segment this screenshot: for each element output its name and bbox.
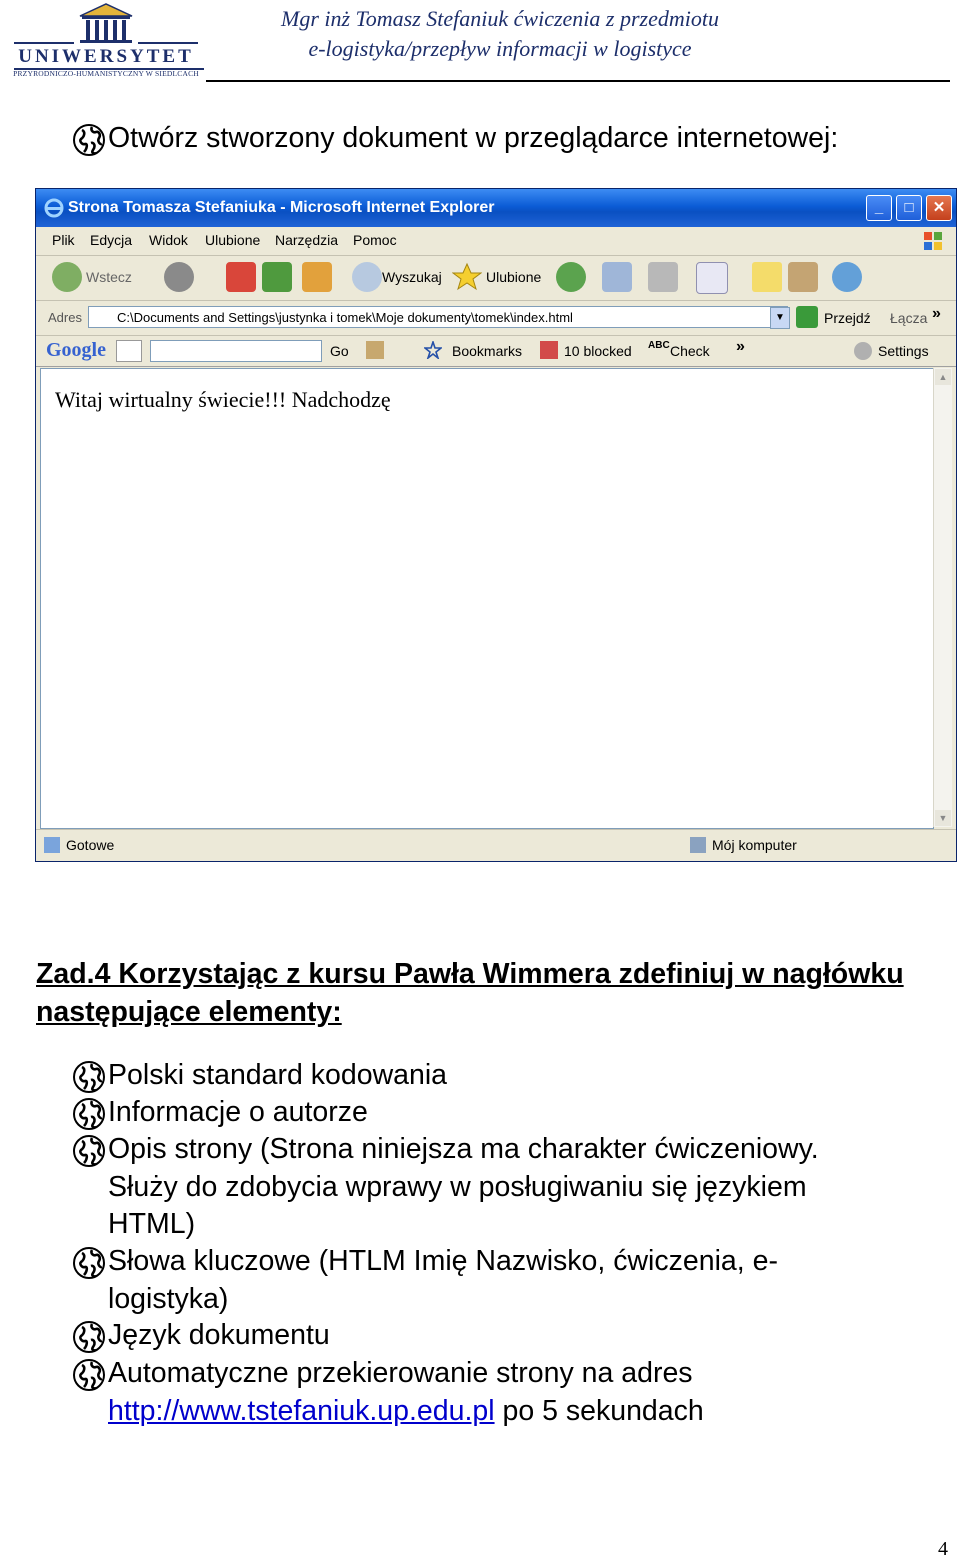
zone-text: Mój komputer — [712, 837, 797, 853]
header-title — [240, 4, 760, 64]
back-icon[interactable] — [52, 262, 82, 292]
menu-file[interactable]: Plik — [52, 232, 75, 248]
windows-flag-icon — [918, 229, 948, 253]
blocked-count[interactable]: 10 blocked — [564, 343, 632, 359]
page-content-area — [40, 368, 934, 829]
settings-icon[interactable] — [854, 342, 872, 360]
check-button[interactable]: Check — [670, 343, 710, 359]
page-heading-text: Witaj wirtualny świecie!!! Nadchodzę — [55, 387, 391, 412]
menu-view[interactable]: Widok — [149, 232, 188, 248]
list-item: Polski standard kodowania — [108, 1059, 448, 1091]
list-item-continuation: logistyka) — [108, 1283, 229, 1315]
header-rule — [206, 80, 950, 82]
notes-icon[interactable] — [752, 262, 782, 292]
scroll-up-icon[interactable]: ▲ — [935, 369, 951, 385]
research-icon[interactable] — [788, 262, 818, 292]
header-title-line2: e-logistyka/przepływ informacji w logistyce — [308, 36, 692, 61]
status-text: Gotowe — [66, 837, 115, 853]
window-title: Strona Tomasza Stefaniuka - Microsoft Internet Explorer — [68, 199, 495, 216]
university-logo — [6, 2, 206, 80]
google-logo: Google — [46, 339, 106, 361]
window-titlebar — [36, 189, 956, 227]
close-button[interactable]: ✕ — [926, 195, 952, 221]
print-icon[interactable] — [648, 262, 678, 292]
globe-bullet-icon — [72, 123, 106, 157]
intro-text: Otwórz stworzony dokument w przeglądarce internetowej: — [108, 122, 839, 154]
home-icon[interactable] — [302, 262, 332, 292]
vertical-scrollbar[interactable] — [933, 368, 952, 827]
mail-icon[interactable] — [602, 262, 632, 292]
address-value: C:\Documents and Settings\justynka i tomek\Moje dokumenty\tomek\index.html — [117, 310, 573, 325]
globe-bullet-icon — [72, 1134, 106, 1168]
university-building-icon — [6, 2, 206, 46]
page-number: 4 — [938, 1538, 948, 1560]
list-item-continuation: Służy do zdobycia wprawy w posługiwaniu się językiem — [108, 1171, 807, 1203]
address-label: Adres — [48, 310, 82, 325]
more-chevron-icon[interactable]: » — [736, 338, 745, 355]
menu-bar — [36, 227, 956, 256]
bookmarks-star-icon[interactable] — [424, 341, 442, 359]
word-icon[interactable] — [696, 262, 728, 294]
spellcheck-icon[interactable]: ABC — [648, 340, 670, 351]
globe-bullet-icon — [72, 1060, 106, 1094]
browser-window — [35, 188, 957, 862]
go-arrow-icon[interactable] — [796, 306, 818, 328]
list-item-continuation: HTML) — [108, 1208, 196, 1240]
globe-bullet-icon — [72, 1097, 106, 1131]
list-item: Opis strony (Strona niniejsza ma charakter ćwiczeniowy. — [108, 1133, 819, 1165]
address-input[interactable] — [88, 306, 788, 328]
my-computer-icon — [690, 837, 706, 853]
search-label[interactable]: Wyszukaj — [382, 269, 442, 285]
chevron-right-icon[interactable]: » — [932, 305, 941, 322]
maximize-button[interactable]: □ — [896, 195, 922, 221]
puzzle-icon[interactable] — [366, 341, 384, 359]
logo-text: UNIWERSYTET — [18, 46, 194, 67]
list-item: Informacje o autorze — [108, 1096, 368, 1128]
address-dropdown-icon[interactable]: ▼ — [770, 307, 790, 329]
stop-icon[interactable] — [226, 262, 256, 292]
google-g-icon[interactable] — [116, 340, 142, 362]
redirect-link[interactable]: http://www.tstefaniuk.up.edu.pl — [108, 1395, 495, 1427]
list-item: Język dokumentu — [108, 1319, 330, 1351]
google-go-button[interactable]: Go — [330, 343, 349, 359]
links-button[interactable]: Łącza — [890, 310, 928, 326]
menu-tools[interactable]: Narzędzia — [275, 232, 339, 248]
globe-bullet-icon — [72, 1246, 106, 1280]
go-button[interactable]: Przejdź — [824, 310, 871, 326]
forward-icon[interactable] — [164, 262, 194, 292]
refresh-icon[interactable] — [262, 262, 292, 292]
redirect-suffix: po 5 sekundach — [502, 1395, 704, 1427]
minimize-button[interactable]: _ — [866, 195, 892, 221]
list-item: Słowa kluczowe (HTLM Imię Nazwisko, ćwiczenia, e- — [108, 1245, 778, 1277]
google-search-input[interactable] — [150, 340, 322, 362]
logo-subtext: PRZYRODNICZO-HUMANISTYCZNY W SIEDLCACH — [13, 69, 199, 78]
globe-bullet-icon — [72, 1320, 106, 1354]
menu-edit[interactable]: Edycja — [90, 232, 133, 248]
search-icon[interactable] — [352, 262, 382, 292]
bookmarks-button[interactable]: Bookmarks — [452, 343, 523, 359]
settings-button[interactable]: Settings — [878, 343, 929, 359]
ie-icon — [44, 198, 64, 218]
back-label[interactable]: Wstecz — [86, 269, 132, 285]
google-toolbar — [36, 336, 956, 367]
popup-blocker-icon[interactable] — [540, 341, 558, 359]
favorites-star-icon[interactable] — [452, 262, 482, 292]
favorites-label[interactable]: Ulubione — [486, 269, 542, 285]
status-bar — [36, 829, 956, 860]
page-header — [0, 0, 960, 82]
globe-bullet-icon — [72, 1358, 106, 1392]
history-icon[interactable] — [556, 262, 586, 292]
toolbar — [36, 256, 956, 301]
page-done-icon — [44, 837, 60, 853]
list-item-continuation — [108, 1393, 704, 1430]
address-bar — [36, 301, 956, 336]
menu-favorites[interactable]: Ulubione — [205, 232, 261, 248]
menu-help[interactable]: Pomoc — [353, 232, 397, 248]
task-title: Zad.4 Korzystając z kursu Pawła Wimmera zdefiniuj w nagłówku następujące elementy: — [36, 958, 904, 1028]
scroll-down-icon[interactable]: ▼ — [935, 810, 951, 826]
list-item: Automatyczne przekierowanie strony na adres — [108, 1357, 693, 1389]
messenger-icon[interactable] — [832, 262, 862, 292]
header-title-line1: Mgr inż Tomasz Stefaniuk ćwiczenia z przedmiotu — [281, 6, 719, 31]
